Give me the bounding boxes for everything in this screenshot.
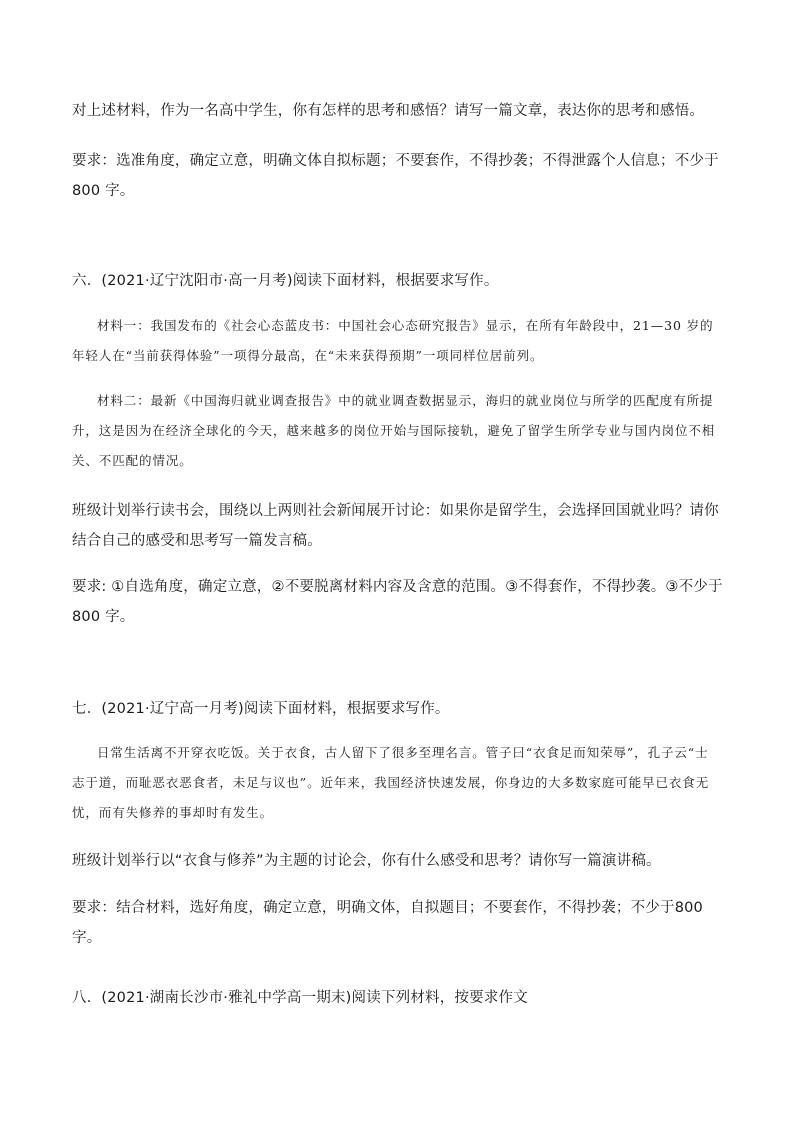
q6-requirements: 要求: ①自选角度，确定立意，②不要脱离材料内容及含意的范围。③不得套作，不得抄袭。③不少于 800 字。 <box>72 579 723 625</box>
q7-prompt: 班级计划举行以“衣食与修养”为主题的讨论会，你有什么感受和思考？请你写一篇演讲稿。 <box>72 853 661 869</box>
prev-requirements: 要求：选准角度，确定立意，明确文体自拟标题；不要套作，不得抄袭；不得泄露个人信息；不少于 800 字。 <box>72 153 719 199</box>
q6-material-1: 材料一：我国发布的《社会心态蓝皮书：中国社会心态研究报告》显示，在所有年龄段中，21—30 岁的年轻人在“当前获得体验”一项得分最高，在“未来获得预期”一项同样位居前列。 <box>72 318 714 363</box>
q7-requirements: 要求：结合材料，选好角度，确定立意，明确文体，自拟题目；不要套作，不得抄袭；不少于800 字。 <box>72 900 703 946</box>
prev-prompt: 对上述材料，作为一名高中学生，你有怎样的思考和感悟？请写一篇文章，表达你的思考和感悟。 <box>72 103 705 119</box>
q7-material: 日常生活离不开穿衣吃饭。关于衣食，古人留下了很多至理名言。管子曰“衣食足而知荣辱”，孔子云“士志于道，而耻恶衣恶食者，未足与议也”。近年来，我国经济快速发展，你身边的大多数家庭可能早已衣食无忧，而有失修养的事却时有发生。 <box>72 745 710 820</box>
q6-material-2: 材料二：最新《中国海归就业调查报告》中的就业调查数据显示，海归的就业岗位与所学的匹配度有所提升，这是因为在经济全球化的今天，越来越多的岗位开始与国际接轨，避免了留学生所学专业与国内岗位不相关、不匹配的情况。 <box>72 393 716 468</box>
q8-heading: 八．(2021·湖南长沙市·雅礼中学高一期末)阅读下列材料，按要求作文 <box>72 990 528 1006</box>
q7-heading: 七．(2021·辽宁高一月考)阅读下面材料，根据要求写作。 <box>72 701 450 717</box>
q6-heading: 六．(2021·辽宁沈阳市·高一月考)阅读下面材料，根据要求写作。 <box>72 273 499 289</box>
q6-prompt: 班级计划举行读书会，围绕以上两则社会新闻展开讨论：如果你是留学生，会选择回国就业吗？请你结合自己的感受和思考写一篇发言稿。 <box>72 503 719 549</box>
